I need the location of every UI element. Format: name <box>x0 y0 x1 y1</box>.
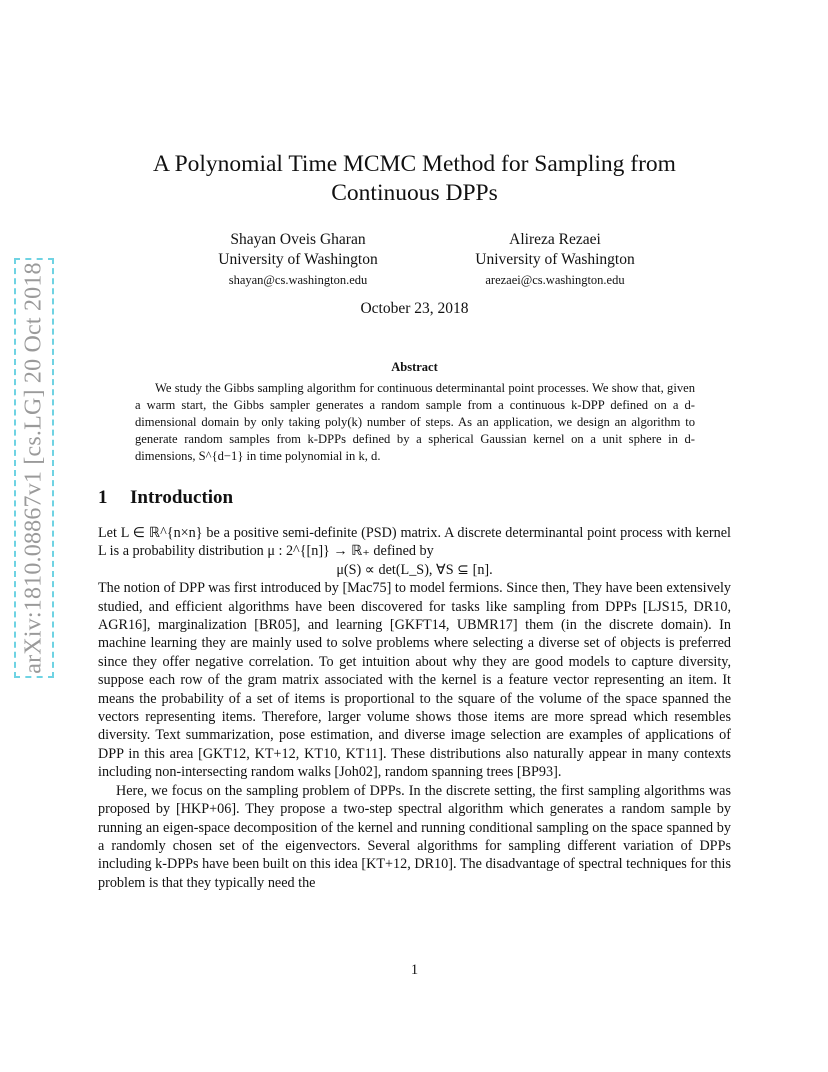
author-block-2 <box>430 230 680 290</box>
author-affiliation: University of Washington <box>218 251 378 268</box>
paper-title: A Polynomial Time MCMC Method for Sampling from Continuous DPPs <box>153 151 676 206</box>
author-email: arezaei@cs.washington.edu <box>485 273 625 287</box>
body-text <box>98 524 731 892</box>
author-affiliation: University of Washington <box>475 251 635 268</box>
arxiv-identifier: arXiv:1810.08867v1 [cs.LG] 20 Oct 2018 <box>20 262 47 674</box>
paper-date: October 23, 2018 <box>360 300 469 317</box>
section-title: Introduction <box>130 487 234 508</box>
arxiv-stamp <box>14 258 54 678</box>
abstract-heading: Abstract <box>391 360 438 374</box>
page-number: 1 <box>410 962 419 978</box>
author-block-1 <box>173 230 423 290</box>
author-email: shayan@cs.washington.edu <box>228 273 368 287</box>
section-heading <box>98 487 233 509</box>
paragraph-intro: Let L ∈ ℝ^{n×n} be a positive semi-definite (PSD) matrix. A discrete determinantal point process with kernel L is a probability distribution μ : 2^{[n]} → ℝ₊ defined by <box>98 525 731 560</box>
author-name: Shayan Oveis Gharan <box>230 231 366 248</box>
paragraph-history: The notion of DPP was first introduced by [Mac75] to model fermions. Since then, They have been extensively studied, and efficient algorithms have been discovered for tasks like sampling from DPPs [LJS15, DR10, AGR16], marginalization [BR05], and learning [GKFT14, UBMR17] them (in the discrete domain). In machine learning they are mainly used to solve problems where selecting a diverse set of objects is preferred since they offer negative correlation. To get intuition about why they are good models to capture diversity, suppose each row of the gram matrix associated with the kernel is a feature vector representing an item. It means the probability of a set of items is proportional to the square of the volume of the space spanned the vectors representing items. Therefore, larger volume shows those items are more spread which resembles diversity. Text summarization, pose estimation, and diverse image selection are examples of applications of DPP in this area [GKT12, KT+12, KT10, KT11]. These distributions also naturally appear in many contexts including non-intersecting random walks [Joh02], random spanning trees [BP93]. <box>98 580 731 781</box>
paragraph-sampling: Here, we focus on the sampling problem of DPPs. In the discrete setting, the first sampling algorithms was proposed by [HKP+06]. They propose a two-step spectral algorithm which generates a random sample by running an eigen-space decomposition of the kernel and running conditional sampling on the space spanned by a randomly chosen set of the eigenvectors. Several algorithms for sampling different variation of DPPs including k-DPPs have been built on this idea [KT+12, DR10]. The disadvantage of spectral techniques for this problem is that they typically need the <box>98 782 731 891</box>
equation-dpp: μ(S) ∝ det(L_S), ∀S ⊆ [n]. <box>336 561 493 578</box>
section-number: 1 <box>98 487 108 508</box>
abstract-text: We study the Gibbs sampling algorithm for continuous determinantal point processes. We show that, given a warm start, the Gibbs sampler generates a random sample from a continuous k-DPP defined on a d-dimensional domain by only taking poly(k) number of steps. As an application, we design an algorithm to generate random samples from k-DPPs defined by a spherical Gaussian kernel on a unit sphere in d-dimensions, S^{d−1} in time polynomial in k, d. <box>135 381 695 463</box>
author-name: Alireza Rezaei <box>509 231 601 248</box>
